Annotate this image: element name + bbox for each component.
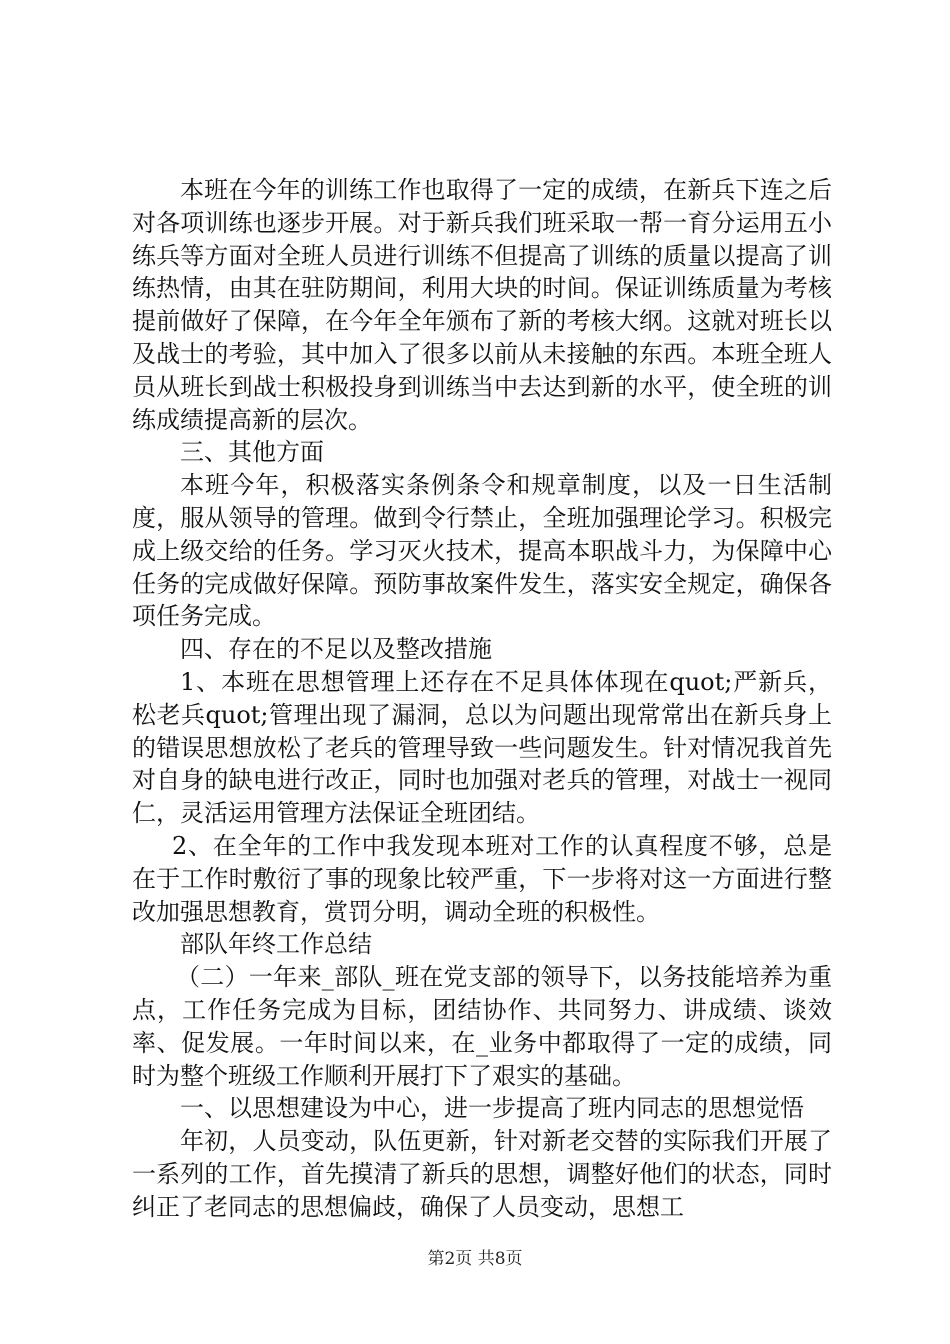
page-footer: 第2页 共8页 [427, 1249, 523, 1269]
document-body [132, 174, 832, 1224]
paragraph-shortcoming-2: 2、在全年的工作中我发现本班对工作的认真程度不够，总是在于工作时敷衍了事的现象比较严重，下一步将对这一方面进行整改加强思想教育，赏罚分明，调动全班的积极性。 [132, 831, 832, 926]
paragraph-personnel-changes: 年初，人员变动，队伍更新，针对新老交替的实际我们开展了一系列的工作，首先摸清了新兵的思想，调整好他们的状态，同时纠正了老同志的思想偏歧，确保了人员变动，思想工 [132, 1127, 832, 1221]
heading-ideological-building: 一、以思想建设为中心，进一步提高了班内同志的思想觉悟 [180, 1094, 804, 1123]
heading-other-aspects: 三、其他方面 [180, 438, 324, 467]
paragraph-shortcoming-1: 1、本班在思想管理上还存在不足具体体现在quot;严新兵，松老兵quot;管理出现了漏洞，总以为问题出现常常出在新兵身上的错误思想放松了老兵的管理导致一些问题发生。针对情况我首先对自身的缺电进行改正，同时也加强对老兵的管理，对战士一视同仁，灵活运用管理方法保证全班团结。 [132, 667, 832, 828]
paragraph-training-results: 本班在今年的训练工作也取得了一定的成绩，在新兵下连之后对各项训练也逐步开展。对于新兵我们班采取一帮一育分运用五小练兵等方面对全班人员进行训练不但提高了训练的质量以提高了训练热情，由其在驻防期间，利用大块的时间。保证训练质量为考核提前做好了保障，在今年全年颁布了新的考核大纲。这就对班长以及战士的考验，其中加入了很多以前从未接触的东西。本班全班人员从班长到战士积极投身到训练当中去达到新的水平，使全班的训练成绩提高新的层次。 [132, 176, 832, 434]
paragraph-regulations: 本班今年，积极落实条例条令和规章制度，以及一日生活制度，服从领导的管理。做到令行禁止，全班加强理论学习。积极完成上级交给的任务。学习灭火技术，提高本职战斗力，为保障中心任务的完成做好保障。预防事故案件发生，落实安全规定，确保各项任务完成。 [132, 471, 832, 631]
heading-year-end-summary: 部队年终工作总结 [180, 930, 372, 959]
paragraph-summary-intro: （二）一年来_部队_班在党支部的领导下，以务技能培养为重点，工作任务完成为目标，团结协作、共同努力、讲成绩、谈效率、促发展。一年时间以来，在_业务中都取得了一定的成绩，同时为整个班级工作顺利开展打下了艰实的基础。 [132, 963, 832, 1090]
heading-shortcomings: 四、存在的不足以及整改措施 [180, 635, 492, 664]
